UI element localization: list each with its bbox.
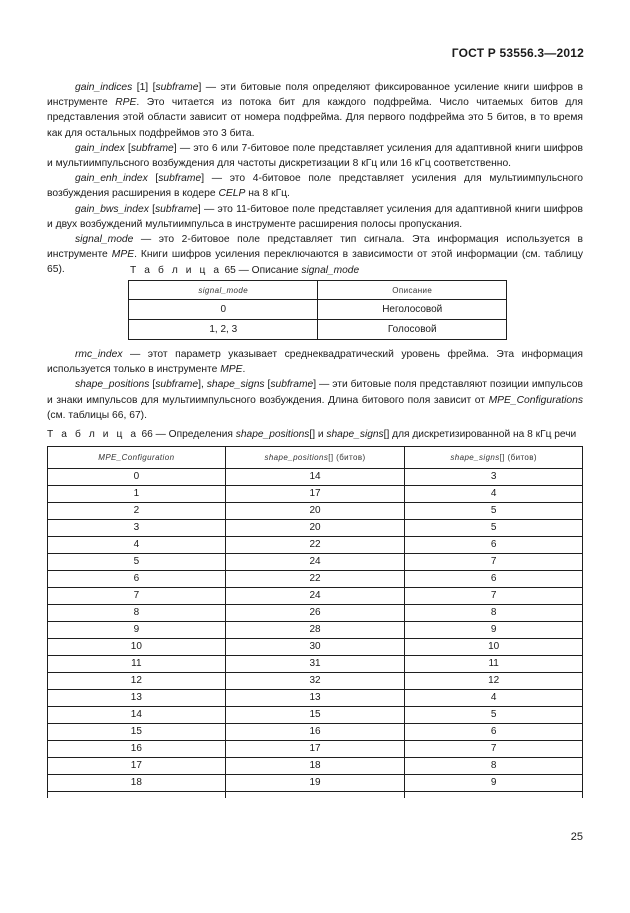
table-cell: 8 — [405, 758, 583, 775]
table-cell: 14 — [48, 707, 226, 724]
table-row — [48, 622, 583, 639]
table-cell: 0 — [129, 300, 318, 320]
table-cell: 22 — [225, 537, 405, 554]
table-row — [48, 486, 583, 503]
table-cell — [48, 792, 226, 799]
paragraph-signal-mode: signal_mode — это 2-битовое поле представляет тип сигнала. Эта информация используется в инструменте MPE. Книги шифров усиления переключаются в зависимости от этой информации (см. таблицу 65). — [47, 234, 583, 276]
table-row — [48, 656, 583, 673]
table-cell: 7 — [405, 554, 583, 571]
table-header-row — [48, 447, 583, 469]
document-header: ГОСТ Р 53556.3—2012 — [451, 46, 584, 60]
page-number: 25 — [570, 831, 583, 843]
table-cell: 7 — [405, 741, 583, 758]
table-cell: 6 — [405, 571, 583, 588]
table-cell: 5 — [405, 707, 583, 724]
table-65-caption: Т а б л и ц а 65 — Описание signal_mode — [130, 265, 360, 276]
table-cell: 5 — [405, 520, 583, 537]
paragraph-rmc-index: rmc_index — этот параметр указывает среднеквадратический уровень фрейма. Эта информация используется только в инструменте MPE. — [47, 349, 583, 376]
table-cell: 9 — [405, 775, 583, 792]
table-cell: Голосовой — [318, 320, 507, 340]
table-cell: 26 — [225, 605, 405, 622]
table-row — [48, 571, 583, 588]
table-65 — [128, 280, 507, 340]
table-cell: 5 — [405, 503, 583, 520]
table-cell: 15 — [48, 724, 226, 741]
table-cell: 7 — [405, 588, 583, 605]
table-cell: 1, 2, 3 — [129, 320, 318, 340]
table-cell: 15 — [225, 707, 405, 724]
paragraph-gain-indices: gain_indices [1] [subframe] — эти битовые поля определяют фиксированное усиление книги шифров в инструменте RPE. Это читается из потока бит для каждого подфрейма. Число читаемых битов для представления этой области зависит от номера подфрейма. Для первого подфрейма это 5 битов, в то время как для остальных подфреймов это 3 бита. — [47, 82, 583, 139]
table-row — [48, 469, 583, 486]
table-cell: 20 — [225, 503, 405, 520]
table-cell: 6 — [48, 571, 226, 588]
table-row — [48, 673, 583, 690]
table-cell: 16 — [48, 741, 226, 758]
table-row — [48, 520, 583, 537]
column-header: shape_signs[] (битов) — [405, 447, 583, 469]
table-cell: 11 — [405, 656, 583, 673]
table-cell: 4 — [405, 690, 583, 707]
table-cell: 4 — [405, 486, 583, 503]
table-cell: 20 — [225, 520, 405, 537]
table-row — [48, 758, 583, 775]
table-cell: 8 — [405, 605, 583, 622]
table-row — [48, 605, 583, 622]
table-row — [48, 690, 583, 707]
table-cell: 3 — [48, 520, 226, 537]
table-cell: 8 — [48, 605, 226, 622]
table-cell: 6 — [405, 724, 583, 741]
table-cell: 13 — [48, 690, 226, 707]
body-text — [47, 80, 583, 278]
table-cell: Неголосовой — [318, 300, 507, 320]
table-row — [48, 639, 583, 656]
table-cell: 18 — [225, 758, 405, 775]
table-cell: 32 — [225, 673, 405, 690]
table-row — [129, 320, 507, 340]
table-66 — [47, 446, 583, 798]
body-text-2 — [47, 347, 583, 423]
column-header: MPE_Configuration — [48, 447, 226, 469]
table-row — [48, 741, 583, 758]
table-cell: 2 — [48, 503, 226, 520]
table-cell: 11 — [48, 656, 226, 673]
table-cell: 19 — [225, 775, 405, 792]
table-cell: 10 — [48, 639, 226, 656]
table-body — [48, 469, 583, 799]
paragraph-gain-index: gain_index [subframe] — это 6 или 7-битовое поле представляет усиления для адаптивной книги шифров и мультиимпульсного возбуждения для частоты дискретизации 8 кГц или 16 кГц соответственно. — [47, 142, 583, 170]
table-cell: 3 — [405, 469, 583, 486]
table-continuation-row — [48, 792, 583, 799]
table-cell: 5 — [48, 554, 226, 571]
table-cell: 16 — [225, 724, 405, 741]
table-row — [48, 775, 583, 792]
table-cell: 28 — [225, 622, 405, 639]
paragraph-gain-bws-index: gain_bws_index [subframe] — это 11-битовое поле представляет усиления для адаптивной книги шифров и двух возбуждений мультиимпульса в инструменте расширения полосы пропускания. — [47, 203, 583, 230]
table-cell: 6 — [405, 537, 583, 554]
table-row — [48, 554, 583, 571]
table-cell: 7 — [48, 588, 226, 605]
table-cell: 9 — [405, 622, 583, 639]
table-cell: 17 — [225, 486, 405, 503]
table-cell: 14 — [225, 469, 405, 486]
table-row — [48, 707, 583, 724]
paragraph-shape-positions: shape_positions [subframe], shape_signs [subframe] — эти битовые поля представляют позиции импульсов и знаки импульсов для мультиимпульсного возбуждения. Длина битового поля зависит от MPE_Configurations (см. таблицы 66, 67). — [47, 379, 583, 421]
table-row — [48, 537, 583, 554]
table-cell: 24 — [225, 554, 405, 571]
table-cell: 17 — [48, 758, 226, 775]
table-cell: 10 — [405, 639, 583, 656]
paragraph-gain-enh-index: gain_enh_index [subframe] — это 4-битовое поле представляет усиления для мультиимпульсного возбуждения расширения в кодере CELP на 8 кГц. — [47, 173, 583, 200]
table-66-caption: Т а б л и ц а 66 — Определения shape_positions[] и shape_signs[] для дискретизированной на 8 кГц речи — [47, 429, 577, 440]
table-cell: 22 — [225, 571, 405, 588]
table-row — [129, 300, 507, 320]
table-cell: 24 — [225, 588, 405, 605]
table-cell: 13 — [225, 690, 405, 707]
table-cell: 12 — [405, 673, 583, 690]
table-header-row — [129, 281, 507, 300]
table-cell: 0 — [48, 469, 226, 486]
table-row — [48, 588, 583, 605]
table-cell: 31 — [225, 656, 405, 673]
table-row — [48, 724, 583, 741]
table-cell: 12 — [48, 673, 226, 690]
column-header: shape_positions[] (битов) — [225, 447, 405, 469]
table-cell — [225, 792, 405, 799]
column-header: Описание — [318, 281, 507, 300]
table-cell: 1 — [48, 486, 226, 503]
table-cell: 18 — [48, 775, 226, 792]
table-cell: 4 — [48, 537, 226, 554]
table-cell: 30 — [225, 639, 405, 656]
table-cell: 17 — [225, 741, 405, 758]
table-cell — [405, 792, 583, 799]
column-header: signal_mode — [129, 281, 318, 300]
table-cell: 9 — [48, 622, 226, 639]
table-row — [48, 503, 583, 520]
